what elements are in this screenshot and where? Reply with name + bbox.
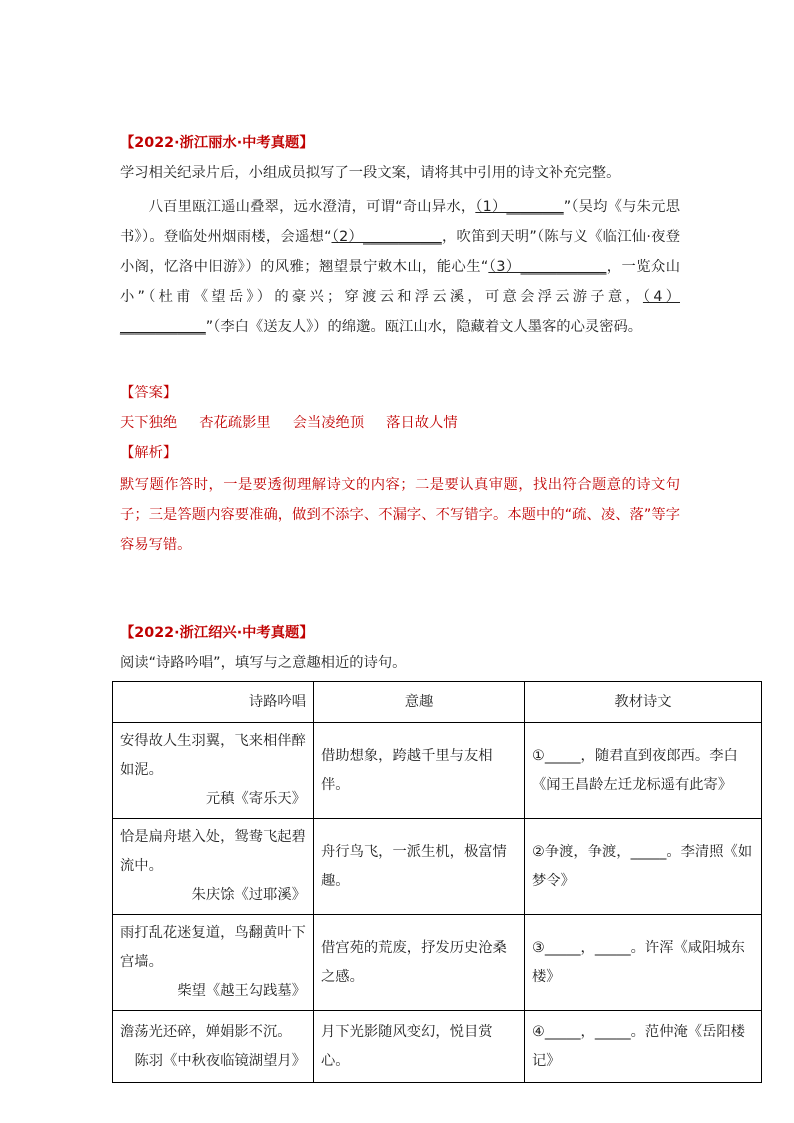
poem-line: 澹荡光还碎，婵娟影不沉。 [120,1023,292,1040]
col-header-meaning: 意趣 [314,682,525,723]
col-header-text: 教材诗文 [525,682,762,723]
q1-header: 【2022·浙江丽水·中考真题】 [120,135,314,151]
answer-3: 会当凌绝顶 [292,415,365,431]
q1-passage [120,192,680,342]
poem-line: 雨打乱花迷复道，鸟翻黄叶下宫墙。 [120,925,306,970]
analysis-text: 默写题作答时，一是要透彻理解诗文的内容；二是要认真审题，找出符合题意的诗文句子；三是答题内容要准确，做到不添字、不漏字、不写错字。本题中的“疏、凌、落”等字容易写错。 [120,477,680,553]
text-cell: ②争渡，争渡，_____。李清照《如梦令》 [525,819,762,915]
table-header-row [113,682,762,723]
passage-text: ”（吴均《与朱元思书》）。登临处州烟雨楼，会遥想“ [120,199,680,245]
text-cell: ③_____，_____。许浑《咸阳城东楼》 [525,915,762,1011]
poem-cell [113,723,314,819]
poem-cell [113,1011,314,1083]
passage-text: ”（李白《送友人》）的绵邈。瓯江山水，隐藏着文人墨客的心灵密码。 [205,319,643,335]
meaning-cell: 月下光影随风变幻，悦目赏心。 [314,1011,525,1083]
meaning-cell: 借宫苑的荒废，抒发历史沧桑之感。 [314,915,525,1011]
table-row [113,723,762,819]
q1-intro: 学习相关纪录片后，小组成员拟写了一段文案，请将其中引用的诗文补充完整。 [120,165,621,181]
poem-cell [113,819,314,915]
table-row [113,915,762,1011]
blank-1: （1）________ [475,199,564,215]
poem-source: 柴望《越王勾践墓》 [177,983,306,999]
table-row [113,819,762,915]
passage-text: ，吹笛到天明”（陈与义《临江仙·夜登小阁，忆洛中旧游》）的风雅；翘望景宁敕木山，能心生“ [120,229,680,275]
text-cell: ④_____，_____。范仲淹《岳阳楼记》 [525,1011,762,1083]
answer-2: 杏花疏影里 [199,415,271,431]
blank-3: （3）____________ [488,259,607,275]
answer-label: 【答案】 [120,385,178,401]
passage-text: 八百里瓯江遥山叠翠，远水澄清，可谓“奇山异水， [148,199,476,215]
meaning-cell: 借助想象，跨越千里与友相伴。 [314,723,525,819]
answers [120,408,680,438]
poem-source: 陈羽《中秋夜临镜湖望月》 [134,1052,306,1069]
col-header-poem: 诗路吟唱 [113,682,314,723]
analysis-label: 【解析】 [120,445,178,461]
poem-table [112,681,762,1083]
poem-source: 元稹《寄乐天》 [205,791,306,807]
poem-line: 恰是扁舟堪入处，鸳鸯飞起碧流中。 [120,829,306,874]
poem-source: 朱庆馀《过耶溪》 [191,887,306,903]
q2-intro: 阅读“诗路吟唱”，填写与之意趣相近的诗句。 [120,655,407,671]
meaning-cell: 舟行鸟飞，一派生机，极富情趣。 [314,819,525,915]
blank-2: （2）___________ [331,229,442,245]
poem-cell [113,915,314,1011]
table-row [113,1011,762,1083]
poem-line: 安得故人生羽翼，飞来相伴醉如泥。 [120,733,306,778]
answer-4: 落日故人情 [386,415,458,431]
text-cell: ①_____，随君直到夜郎西。李白《闻王昌龄左迁龙标遥有此寄》 [525,723,762,819]
blank-4: （4）____________ [120,289,680,335]
q2-header: 【2022·浙江绍兴·中考真题】 [120,625,314,641]
answer-1: 天下独绝 [120,415,178,431]
passage-text: ，一览众山小”（杜甫《望岳》）的豪兴；穿渡云和浮云溪，可意会浮云游子意， [120,259,680,305]
